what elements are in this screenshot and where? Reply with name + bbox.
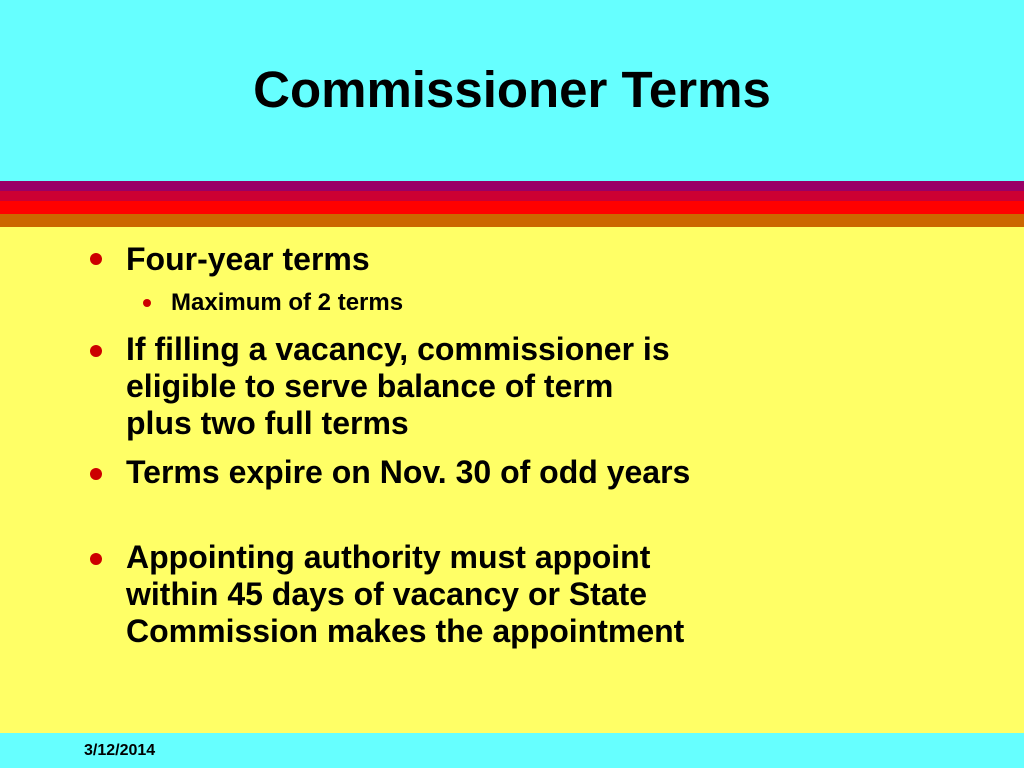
slide-footer	[0, 733, 1024, 768]
bullet-text: Four-year terms	[126, 241, 370, 277]
bullet-dot-icon	[90, 345, 102, 357]
bullet-dot-icon	[90, 253, 102, 265]
stripe-brown	[0, 214, 1024, 227]
bullet-text: Appointing authority must appoint within 45 days of vacancy or State Commission makes the appointment	[126, 539, 685, 649]
stripe-crimson	[0, 191, 1024, 201]
stripe-red	[0, 201, 1024, 214]
bullet-dot-icon	[90, 468, 102, 480]
slide-title: Commissioner Terms	[253, 61, 771, 118]
footer-date: 3/12/2014	[84, 742, 156, 759]
bullet-dot-icon	[90, 553, 102, 565]
sub-bullet-text: Maximum of 2 terms	[171, 289, 404, 316]
slide-content	[0, 227, 1024, 733]
slide-header	[0, 0, 1024, 181]
bullet-text: If filling a vacancy, commissioner is eligible to serve balance of term plus two full terms	[126, 331, 670, 441]
sub-bullet-dot-icon	[143, 299, 151, 307]
bullet-text: Terms expire on Nov. 30 of odd years	[126, 454, 691, 490]
decorative-stripes	[0, 181, 1024, 227]
stripe-purple	[0, 181, 1024, 191]
